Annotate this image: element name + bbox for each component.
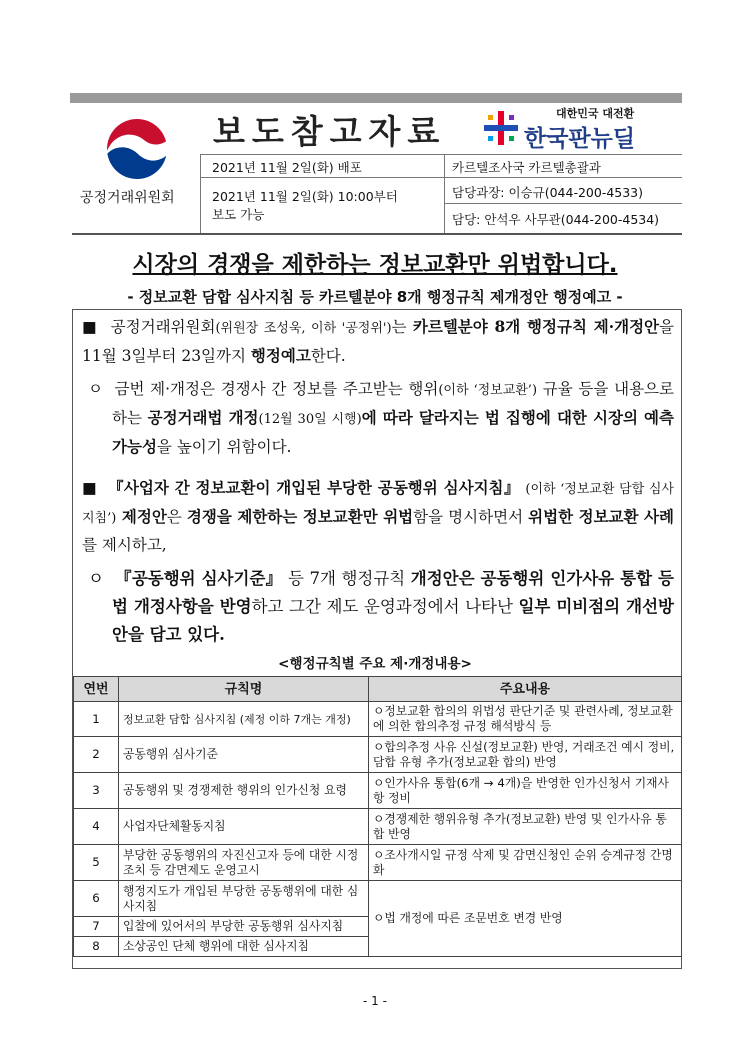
distribution-date: 2021년 11월 2일(화) 배포: [212, 160, 362, 175]
government-emblem-icon: [104, 116, 170, 182]
table-row: [74, 737, 682, 773]
agency-name: 공정거래위원회: [80, 190, 175, 206]
rule-name: 부당한 공동행위의 자진신고자 등에 대한 시정조치 등 감면제도 운영고시: [119, 845, 369, 881]
new-deal-logo-icon: [482, 109, 520, 147]
table-row: [74, 702, 682, 737]
table-row: [74, 773, 682, 809]
header-top-bar: [70, 93, 682, 103]
col-header-number: 연번: [74, 677, 119, 702]
row-number: 2: [74, 737, 119, 773]
rule-name: 공동행위 및 경쟁제한 행위의 인가신청 요령: [119, 773, 369, 809]
row-number: 5: [74, 845, 119, 881]
slogan-top: 대한민국 대전환: [556, 107, 635, 120]
table-row: [74, 845, 682, 881]
paragraph-3: ■ 『사업자 간 정보교환이 개입된 부당한 공동행위 심사지침』 (이하 ‘정보교환 담합 심사지침’) 제정안은 경쟁을 제한하는 정보교환만 위법함을 명시하면서 위법한 정보교환 사례를 제시하고,: [82, 478, 674, 554]
row-number: 4: [74, 809, 119, 845]
rule-name: 행정지도가 개입된 부당한 공동행위에 대한 심사지침: [119, 881, 369, 917]
rule-name: 입찰에 있어서의 부당한 공동행위 심사지침: [119, 917, 369, 937]
rules-table: [73, 676, 682, 957]
table-row: [74, 809, 682, 845]
paragraph-4: ㅇ 『공동행위 심사기준』 등 7개 행정규칙 개정안은 공동행위 인가사유 통합 등 법 개정사항을 반영하고 그간 제도 운영과정에서 나타난 일부 미비점의 개선방안을 담고 있다.: [88, 569, 674, 644]
rule-name: 사업자단체활동지침: [119, 809, 369, 845]
contact-officer: 담당: 안석우 사무관(044-200-4534): [452, 212, 660, 227]
rule-name: 정보교환 담합 심사지침 (제정 이하 7개는 개정): [119, 702, 369, 737]
table-header-row: [74, 677, 682, 702]
table-row: [74, 881, 682, 917]
rule-name: 소상공인 단체 행위에 대한 심사지침: [119, 937, 369, 957]
paragraph-1: ■ 공정거래위원회(위원장 조성욱, 이하 '공정위')는 카르텔분야 8개 행정규칙 제·개정안을 11월 3일부터 23일까지 행정예고한다.: [82, 317, 674, 365]
rule-content: ㅇ조사개시일 규정 삭제 및 감면신청인 순위 승계규정 간명화: [369, 845, 682, 881]
contact-manager: 담당과장: 이승규(044-200-4533): [452, 185, 644, 200]
paragraph-2: ㅇ 금번 제·개정은 경쟁사 간 정보를 주고받는 행위(이하 ‘정보교환’) 규율 등을 내용으로 하는 공정거래법 개정(12월 30일 시행)에 따라 달라지는 법 집행에 대한 시장의 예측가능성을 높이기 위함이다.: [88, 380, 675, 456]
row-number: 8: [74, 937, 119, 957]
rule-name: 공동행위 심사기준: [119, 737, 369, 773]
rule-content: ㅇ정보교환 합의의 위법성 판단기준 및 관련사례, 정보교환에 의한 합의추정 규정 해석방식 등: [369, 702, 682, 737]
rule-content: ㅇ합의추정 사유 신설(정보교환) 반영, 거래조건 예시 정비, 담합 유형 추가(정보교환 합의) 반영: [369, 737, 682, 773]
col-header-content: 주요내용: [369, 677, 682, 702]
embargo-note: 보도 가능: [212, 207, 265, 222]
row-number: 7: [74, 917, 119, 937]
embargo-time: 2021년 11월 2일(화) 10:00부터: [212, 189, 398, 204]
table-caption: <행정규칙별 주요 제·개정내용>: [278, 656, 472, 672]
slogan-brand: 한국판뉴딜: [524, 126, 636, 152]
page-number: - 1 -: [363, 994, 387, 1008]
row-number: 1: [74, 702, 119, 737]
col-header-rule-name: 규칙명: [119, 677, 369, 702]
rule-content: ㅇ경쟁제한 행위유형 추가(정보교환) 반영 및 인가사유 통합 반영: [369, 809, 682, 845]
rule-content: ㅇ법 개정에 따른 조문번호 변경 반영: [369, 881, 682, 957]
row-number: 6: [74, 881, 119, 917]
department: 카르텔조사국 카르텔총괄과: [452, 160, 601, 175]
row-number: 3: [74, 773, 119, 809]
subheadline: - 정보교환 담합 심사지침 등 카르텔분야 8개 행정규칙 제개정안 행정예고 -: [127, 288, 623, 306]
document-type-title: 보도참고자료: [213, 112, 447, 151]
rule-content: ㅇ인가사유 통합(6개 → 4개)을 반영한 인가신청서 기재사항 정비: [369, 773, 682, 809]
headline: 시장의 경쟁을 제한하는 정보교환만 위법합니다.: [132, 252, 618, 278]
